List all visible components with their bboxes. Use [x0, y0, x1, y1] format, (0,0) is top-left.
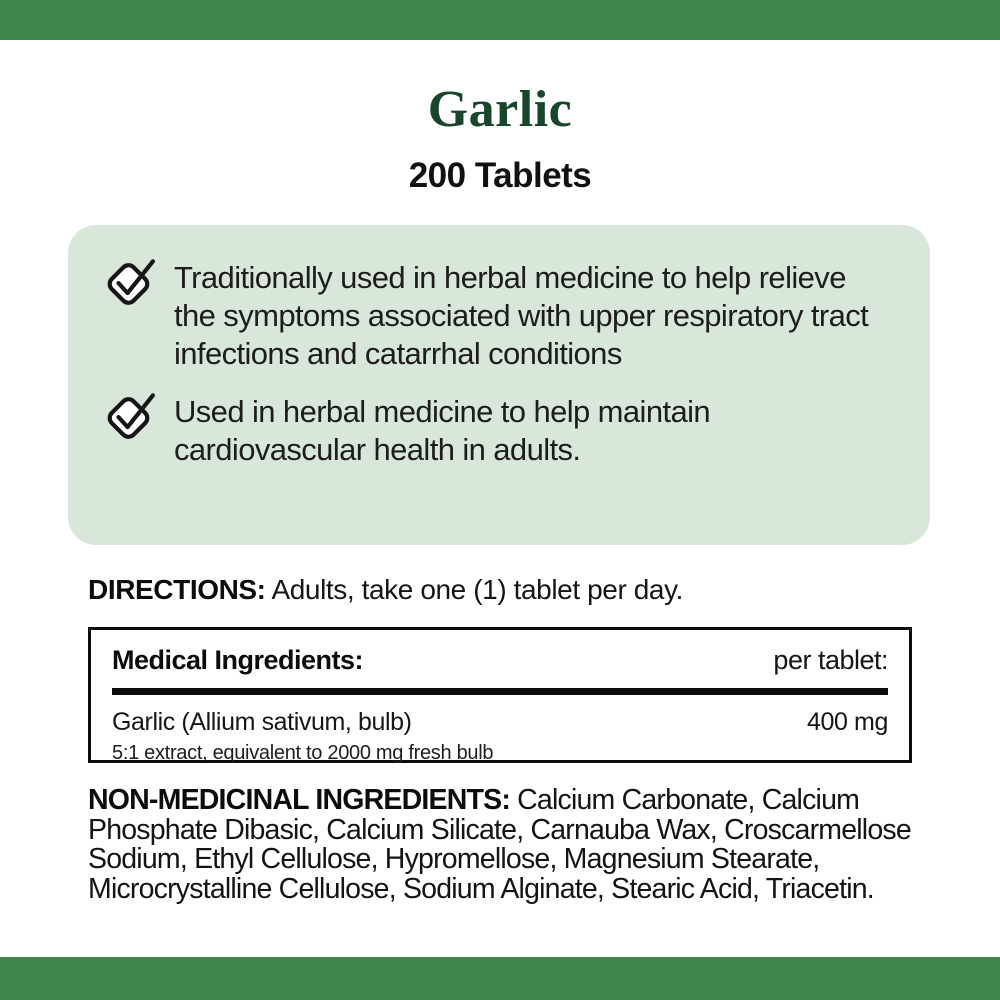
benefit-item [104, 259, 890, 373]
non-medicinal-text: Calcium Carbonate, Calcium Phosphate Dibasic, Calcium Silicate, Carnauba Wax, Croscarmellose Sodium, Ethyl Cellulose, Hypromellose, Magnesium Stearate, Microcrystalline Cellulose, Sodium Alginate, Stearic Acid, Triacetin. [88, 784, 911, 905]
ingredient-amount: 400 mg [807, 708, 888, 736]
tablet-count: 200 Tablets [408, 156, 592, 195]
table-row [112, 708, 888, 737]
directions-label: DIRECTIONS: [88, 574, 266, 605]
benefit-text: Used in herbal medicine to help maintain cardiovascular health in adults. [174, 394, 711, 467]
directions-text: Adults, take one (1) tablet per day. [265, 574, 683, 605]
ingredient-detail: 5:1 extract, equivalent to 2000 mg fresh bulb [112, 742, 494, 764]
directions-line [88, 574, 918, 606]
top-accent-bar [0, 0, 1000, 40]
check-diamond-icon [104, 389, 162, 447]
table-header-left: Medical Ingredients: [112, 645, 364, 675]
table-header-right: per tablet: [773, 645, 888, 675]
table-divider [112, 688, 888, 695]
bottom-accent-bar [0, 957, 1000, 1000]
benefits-panel [68, 225, 930, 545]
table-header [112, 645, 888, 676]
ingredient-name: Garlic (Allium sativum, bulb) [112, 708, 412, 736]
medical-ingredients-table [88, 627, 912, 763]
product-title: Garlic [427, 81, 573, 138]
benefit-item [104, 393, 890, 469]
non-medicinal-label: NON-MEDICINAL INGREDIENTS: [88, 784, 511, 816]
benefit-text: Traditionally used in herbal medicine to help relieve the symptoms associated with upper respiratory tract infections and catarrhal conditions [174, 260, 869, 371]
non-medicinal-paragraph [88, 786, 920, 904]
check-diamond-icon [104, 255, 162, 313]
